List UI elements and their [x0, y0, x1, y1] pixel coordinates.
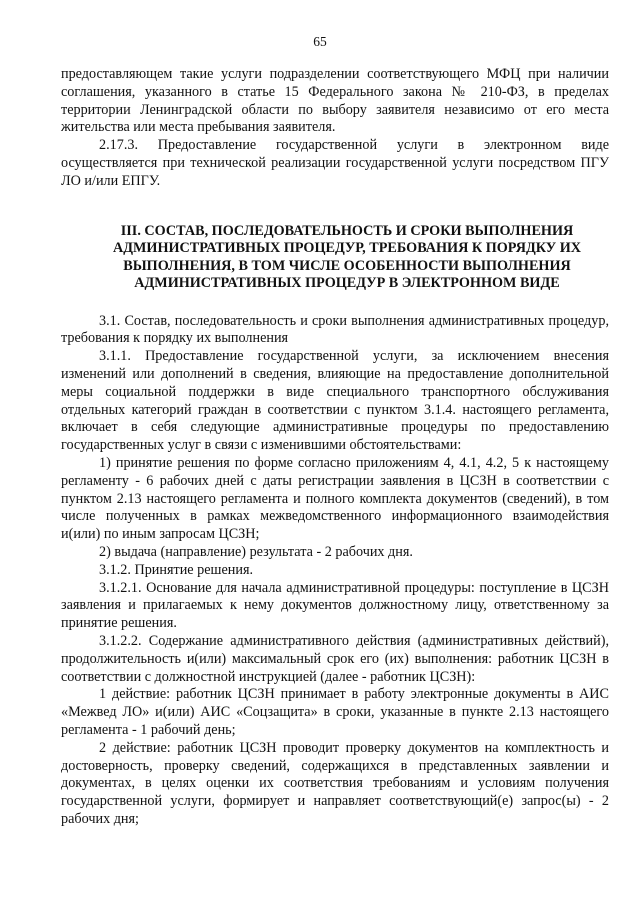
paragraph: 3.1.2. Принятие решения.	[99, 561, 254, 578]
paragraph: 3.1.2.2. Содержание административного действия (административных действий), продолжительность и(или) максимальный срок его (их) выполнения: работник ЦСЗН в соответствии с должностной инструкцией (далее - работник ЦСЗН):	[61, 632, 609, 685]
paragraph: 2 действие: работник ЦСЗН проводит проверку документов на комплектность и достоверность, проверку сведений, содержащихся в представленных заявлении и документах, в целях оценки их соответствия требованиям и условиям получения государственной услуги, формирует и направляет соответствующий(е) запрос(ы) - 2 рабочих дня;	[61, 739, 609, 827]
paragraph: 2.17.3. Предоставление государственной услуги в электронном виде осуществляется при технической реализации государственной услуги посредством ПГУ ЛО и/или ЕПГУ.	[61, 137, 609, 189]
section-heading: III. СОСТАВ, ПОСЛЕДОВАТЕЛЬНОСТЬ И СРОКИ ВЫПОЛНЕНИЯ АДМИНИСТРАТИВНЫХ ПРОЦЕДУР, ТРЕБОВАНИЯ К ПОРЯДКУ ИХ ВЫПОЛНЕНИЯ, В ТОМ ЧИСЛЕ ОСОБЕННОСТИ ВЫПОЛНЕНИЯ АДМИНИСТРАТИВНЫХ ПРОЦЕДУР В ЭЛЕКТРОННОМ ВИДЕ	[113, 222, 581, 292]
paragraph: предоставляющем такие услуги подразделении соответствующего МФЦ при наличии соглашения, указанного в статье 15 Федерального закона № 210-ФЗ, в пределах территории Ленинградской области по выбору заявителя независимо от его места жительства или места пребывания заявителя.	[61, 66, 609, 136]
paragraph: 3.1.1. Предоставление государственной услуги, за исключением внесения изменений или дополнений в сведения, влияющие на предоставление дополнительной меры социальной поддержки в виде специального транспортного обслуживания отдельных категорий граждан в соответствии с пунктом 3.1.4. настоящего регламента, включает в себя следующие административные процедуры по предоставлению государственных услуг в связи с изменившими обстоятельствами:	[61, 348, 609, 454]
page-content	[61, 66, 609, 829]
page-number: 65	[313, 34, 327, 49]
paragraph: 1 действие: работник ЦСЗН принимает в работу электронные документы в АИС «Межвед ЛО» и(или) АИС «Соцзащита» в сроки, указанные в пункте 2.13 настоящего регламента - 1 рабочий день;	[61, 686, 609, 738]
paragraph: 2) выдача (направление) результата - 2 рабочих дня.	[99, 543, 413, 560]
paragraph: 3.1. Состав, последовательность и сроки выполнения административных процедур, требования к порядку их выполнения	[61, 312, 609, 347]
paragraph: 1) принятие решения по форме согласно приложениям 4, 4.1, 4.2, 5 к настоящему регламенту - 6 рабочих дней с даты регистрации заявления в ЦСЗН в соответствии с пунктом 2.13 настоящего регламента и полного комплекта документов (сведений), в том числе полученных в рамках межведомственного информационного взаимодействия и(или) по иным запросам ЦСЗН;	[61, 454, 609, 543]
paragraph: 3.1.2.1. Основание для начала административной процедуры: поступление в ЦСЗН заявления и прилагаемых к нему документов должностному лицу, ответственному за принятие решения.	[61, 579, 609, 632]
